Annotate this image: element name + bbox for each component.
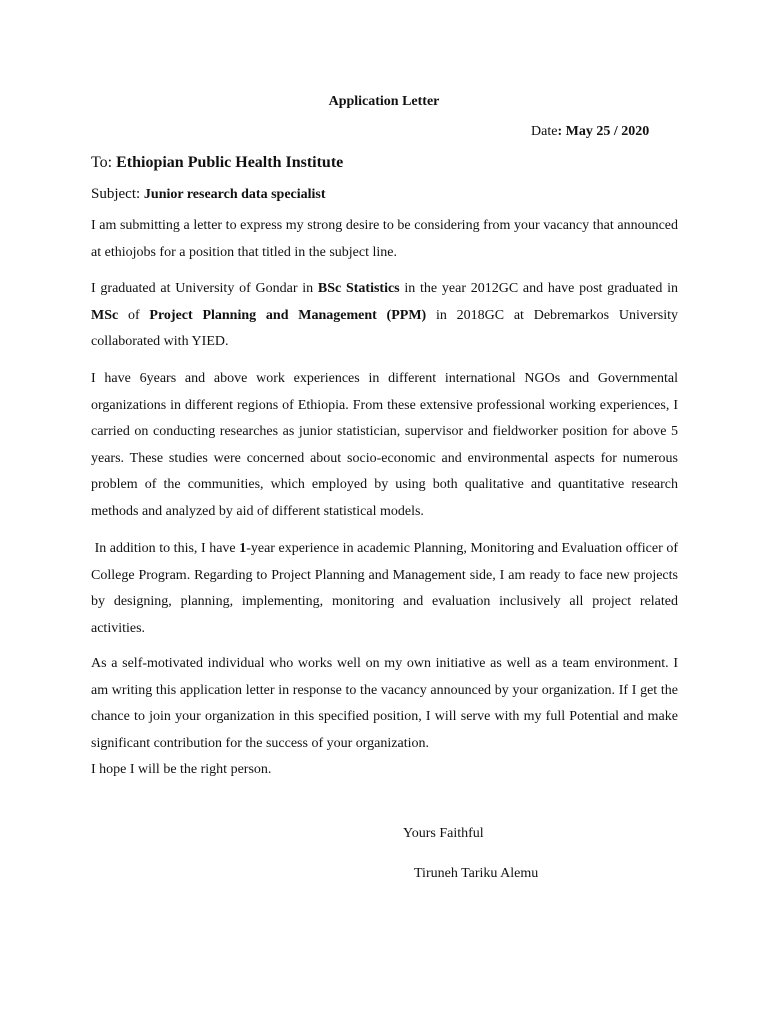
degree-msc: MSc (91, 307, 119, 323)
subject-line (91, 186, 326, 203)
recipient-line (91, 154, 343, 172)
degree-field: Project Planning and Management (PPM) (149, 307, 427, 323)
recipient-name: Ethiopian Public Health Institute (116, 154, 344, 171)
recipient-label: To: (91, 154, 117, 171)
signer-name: Tiruneh Tariku Alemu (414, 866, 539, 881)
paragraph-education (91, 276, 678, 356)
text-run: in 2018GC at Debremarkos University collaborated with YIED. (91, 307, 678, 349)
date-value: : May 25 / 2020 (557, 124, 650, 139)
degree-bsc: BSc Statistics (317, 281, 400, 296)
years-count: 1 (239, 541, 247, 556)
paragraph-motivation (91, 651, 678, 784)
text-run: In addition to this, I have (91, 541, 240, 556)
paragraph-intro: I am submitting a letter to express my strong desire to be considering from your vacancy that announced at ethiojobs for a position that titled in the subject line. (91, 218, 678, 260)
closing-salutation: Yours Faithful (403, 826, 484, 841)
date-label: Date (531, 124, 558, 139)
text-run: As a self-motivated individual who works well on my own initiative as well as a team environment. I am writing this application letter in response to the vacancy announced by your organization. If I get the chance to join your organization in this specified position, I will serve with my full Potential and make significant contribution for the success of your organization. (91, 656, 678, 751)
text-run: -year experience in academic Planning, Monitoring and Evaluation officer of College Program. Regarding to Project Planning and Management side, I am ready to face new projects by designing, planning, implementing, monitoring and evaluation inclusively all project related activities. (91, 541, 682, 636)
closing-sentence: I hope I will be the right person. (91, 762, 272, 777)
subject-value: Junior research data specialist (143, 187, 326, 202)
subject-label: Subject: (91, 186, 144, 202)
text-run: of (118, 307, 150, 323)
text-run: I graduated at University of Gondar in (91, 281, 318, 296)
paragraph-additional (91, 536, 682, 642)
letter-date (531, 124, 649, 140)
text-run: in the year 2012GC and have post graduated in (399, 281, 679, 296)
paragraph-experience: I have 6years and above work experiences in different international NGOs and Governmental organizations in different regions of Ethiopia. From these extensive professional working experiences, I carried on conducting researches as junior statistician, supervisor and fieldworker position for above 5 years. These studies were concerned about socio-economic and environmental aspects for numerous problem of the communities, which employed by using both qualitative and quantitative research methods and analyzed by aid of different statistical models. (91, 371, 678, 519)
letter-title: Application Letter (328, 94, 440, 109)
